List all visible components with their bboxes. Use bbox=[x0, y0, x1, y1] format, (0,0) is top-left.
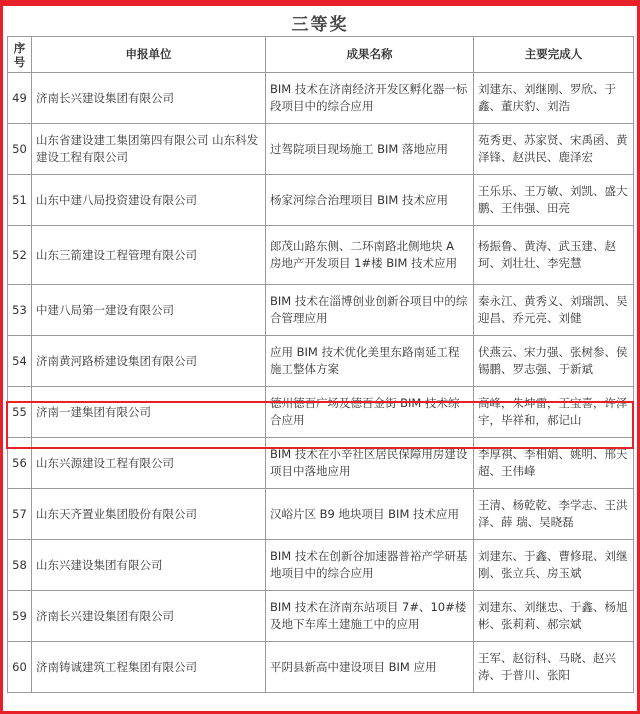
cell-people: 刘建东、于鑫、曹修琨、刘继刚、张立兵、房玉斌 bbox=[474, 540, 634, 591]
award-table bbox=[7, 36, 634, 693]
cell-name: 汉峪片区 B9 地块项目 BIM 技术应用 bbox=[266, 489, 474, 540]
cell-people: 王清、杨乾乾、李学志、王洪泽、薛 瑞、吴晓磊 bbox=[474, 489, 634, 540]
header-seq bbox=[8, 37, 32, 73]
header-seq-line1: 序 bbox=[13, 40, 26, 55]
cell-unit: 济南一建集团有限公司 bbox=[32, 387, 266, 438]
cell-seq: 56 bbox=[8, 438, 32, 489]
table-row bbox=[8, 285, 634, 336]
cell-people: 杨振鲁、黄涛、武玉建、赵珂、刘壮壮、李宪慧 bbox=[474, 226, 634, 285]
header-unit: 申报单位 bbox=[32, 37, 266, 73]
cell-name: 郎茂山路东侧、二环南路北侧地块 A 房地产开发项目 1#楼 BIM 技术应用 bbox=[266, 226, 474, 285]
cell-seq: 59 bbox=[8, 591, 32, 642]
cell-people: 刘建东、刘继刚、罗欣、于鑫、董庆豹、刘浩 bbox=[474, 73, 634, 124]
cell-unit: 济南长兴建设集团有限公司 bbox=[32, 73, 266, 124]
cell-seq: 58 bbox=[8, 540, 32, 591]
table-row-highlighted bbox=[8, 387, 634, 438]
cell-unit: 中建八局第一建设有限公司 bbox=[32, 285, 266, 336]
table-row bbox=[8, 336, 634, 387]
cell-seq: 50 bbox=[8, 124, 32, 175]
cell-seq: 57 bbox=[8, 489, 32, 540]
table-row bbox=[8, 438, 634, 489]
cell-seq: 52 bbox=[8, 226, 32, 285]
table-row bbox=[8, 642, 634, 693]
cell-unit: 山东天齐置业集团股份有限公司 bbox=[32, 489, 266, 540]
cell-seq: 55 bbox=[8, 387, 32, 438]
cell-people: 王乐乐、王万敏、刘凯、盛大鹏、王伟强、田亮 bbox=[474, 175, 634, 226]
table-row bbox=[8, 591, 634, 642]
page-title: 三等奖 bbox=[291, 15, 349, 35]
cell-seq: 51 bbox=[8, 175, 32, 226]
cell-unit: 济南铸诚建筑工程集团有限公司 bbox=[32, 642, 266, 693]
table-row bbox=[8, 540, 634, 591]
header-seq-line2: 号 bbox=[13, 54, 26, 69]
table-row bbox=[8, 73, 634, 124]
cell-people: 李厚祺、李相娟、姚明、邢天超、王伟峰 bbox=[474, 438, 634, 489]
cell-unit: 山东兴源建设工程有限公司 bbox=[32, 438, 266, 489]
cell-name: BIM 技术在淄博创业创新谷项目中的综合管理应用 bbox=[266, 285, 474, 336]
cell-people: 苑秀更、苏家贤、宋禹函、黄泽锋、赵洪民、鹿泽宏 bbox=[474, 124, 634, 175]
cell-name: 德州德百广场及德百金街 BIM 技术综合应用 bbox=[266, 387, 474, 438]
cell-people: 秦永江、黄秀义、刘瑞凯、吴迎昌、乔元亮、刘健 bbox=[474, 285, 634, 336]
cell-unit: 济南黄河路桥建设集团有限公司 bbox=[32, 336, 266, 387]
cell-seq: 49 bbox=[8, 73, 32, 124]
cell-unit: 山东省建设建工集团第四有限公司 山东科发建设工程有限公司 bbox=[32, 124, 266, 175]
cell-people: 伏燕云、宋力强、张树参、侯锡鹏、罗志强、于新斌 bbox=[474, 336, 634, 387]
cell-name: BIM 技术在创新谷加速器普裕产学研基地项目中的综合应用 bbox=[266, 540, 474, 591]
cell-unit: 山东三箭建设工程管理有限公司 bbox=[32, 226, 266, 285]
cell-name: BIM 技术在济南东站项目 7#、10#楼及地下车库土建施工中的应用 bbox=[266, 591, 474, 642]
cell-unit: 济南长兴建设集团有限公司 bbox=[32, 591, 266, 642]
cell-people: 高峰，朱坤雷，王宝喜，许泽宇，毕祥和，郝记山 bbox=[474, 387, 634, 438]
cell-seq: 60 bbox=[8, 642, 32, 693]
cell-name: 平阴县新高中建设项目 BIM 应用 bbox=[266, 642, 474, 693]
cell-name: BIM 技术在小辛社区居民保障用房建设项目中落地应用 bbox=[266, 438, 474, 489]
cell-unit: 山东中建八局投资建设有限公司 bbox=[32, 175, 266, 226]
cell-unit: 山东兴建设集团有限公司 bbox=[32, 540, 266, 591]
table-row bbox=[8, 489, 634, 540]
cell-name: 过驾院项目现场施工 BIM 落地应用 bbox=[266, 124, 474, 175]
cell-name: 应用 BIM 技术优化美里东路南延工程施工整体方案 bbox=[266, 336, 474, 387]
header-people: 主要完成人 bbox=[474, 37, 634, 73]
cell-name: 杨家河综合治理项目 BIM 技术应用 bbox=[266, 175, 474, 226]
table-row bbox=[8, 226, 634, 285]
cell-people: 刘建东、刘继忠、于鑫、杨旭彬、张莉莉、郝宗斌 bbox=[474, 591, 634, 642]
header-name: 成果名称 bbox=[266, 37, 474, 73]
cell-name: BIM 技术在济南经济开发区孵化器一标段项目中的综合应用 bbox=[266, 73, 474, 124]
table-header-row bbox=[8, 37, 634, 73]
cell-seq: 53 bbox=[8, 285, 32, 336]
cell-people: 王军、赵衍科、马晓、赵兴涛、于普川、张阳 bbox=[474, 642, 634, 693]
table-row bbox=[8, 124, 634, 175]
table-row bbox=[8, 175, 634, 226]
cell-seq: 54 bbox=[8, 336, 32, 387]
